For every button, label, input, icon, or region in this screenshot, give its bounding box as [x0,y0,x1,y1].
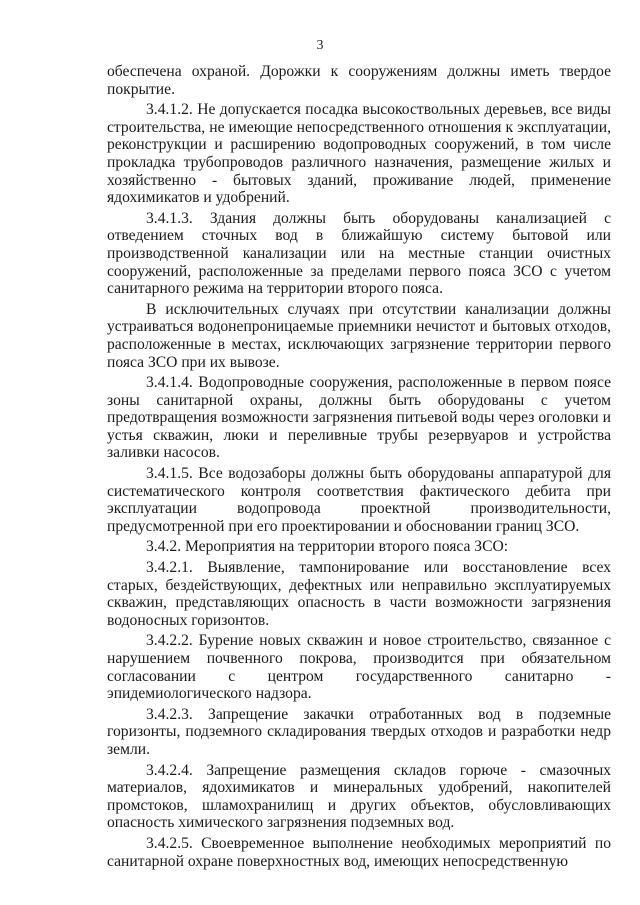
paragraph-3-4-1-4: 3.4.1.4. Водопроводные сооружения, расположенные в первом поясе зоны санитарной охраны, должны быть оборудованы с учетом предотвращения возможности загрязнения питьевой воды через оголовки и устья скважин, люки и переливные трубы резервуаров и устройства заливки насосов. [107,374,611,462]
paragraph-3-4-2-2: 3.4.2.2. Бурение новых скважин и новое строительство, связанное с нарушением почвенного покрова, производится при обязательном согласовании с центром государственного санитарно - эпидемиологического надзора. [107,632,611,703]
paragraph-3-4-2-1: 3.4.2.1. Выявление, тампонирование или восстановление всех старых, бездействующих, дефектных или неправильно эксплуатируемых скважин, представляющих опасность в части возможности загрязнения водоносных горизонтов. [107,559,611,629]
paragraph-3-4-1-2: 3.4.1.2. Не допускается посадка высокоствольных деревьев, все виды строительства, не имеющие непосредственного отношения к эксплуатации, реконструкции и расширению водопроводных сооружений, в том числе прокладка трубопроводов различного назначения, размещение жилых и хозяйственно - бытовых зданий, проживание людей, применение ядохимикатов и удобрений. [107,101,611,207]
paragraph-3-4-1-5: 3.4.1.5. Все водозаборы должны быть оборудованы аппаратурой для систематического контроля соответствия фактического дебита при эксплуатации водопровода проектной производительности, предусмотренной при его проектировании и обосновании границ ЗСО. [107,465,611,535]
document-body [107,63,611,873]
page-number: 3 [316,38,324,53]
paragraph-exceptional-cases: В исключительных случаях при отсутствии канализации должны устраиваться водонепроницаемые приемники нечистот и бытовых отходов, расположенные в местах, исключающих загрязнение территории первого пояса ЗСО при их вывозе. [107,300,611,371]
paragraph-3-4-1-3: 3.4.1.3. Здания должны быть оборудованы канализацией с отведением сточных вод в ближайшую систему бытовой или производственной канализации или на местные станции очистных сооружений, расположенные за пределами первого пояса ЗСО с учетом санитарного режима на территории второго пояса. [107,209,611,298]
paragraph-3-4-2: 3.4.2. Мероприятия на территории второго пояса ЗСО: [146,538,509,556]
paragraph-3-4-2-5: 3.4.2.5. Своевременное выполнение необходимых мероприятий по санитарной охране поверхностных вод, имеющих непосредственную [107,834,611,870]
paragraph-continuation: обеспечена охраной. Дорожки к сооружениям должны иметь твердое покрытие. [107,63,611,98]
paragraph-3-4-2-4: 3.4.2.4. Запрещение размещения складов горюче - смазочных материалов, ядохимикатов и минеральных удобрений, накопителей промстоков, шламохранилищ и других объектов, обусловливающих опасность химического загрязнения подземных вод. [107,761,611,832]
paragraph-3-4-2-3: 3.4.2.3. Запрещение закачки отработанных вод в подземные горизонты, подземного складирования твердых отходов и разработки недр земли. [107,705,611,758]
